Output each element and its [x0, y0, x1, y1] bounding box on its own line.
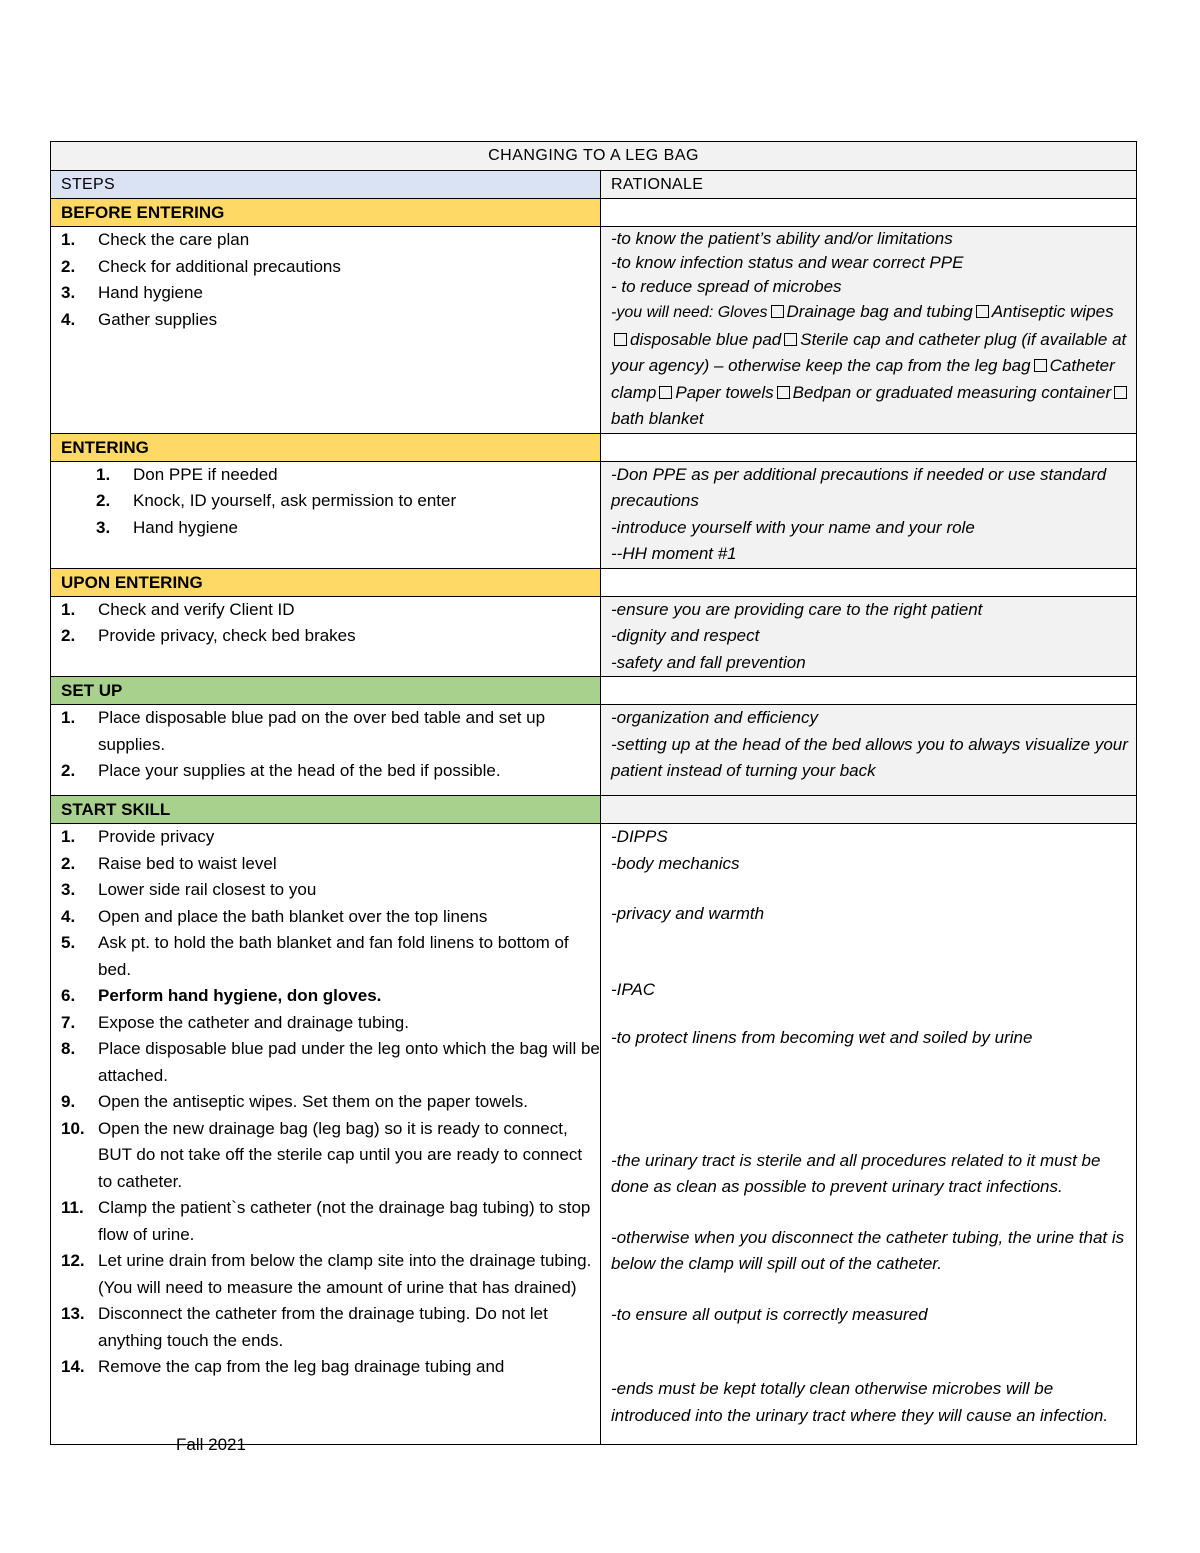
step-item: 2. Knock, ID yourself, ask permission to enter [96, 491, 457, 510]
section-header-blank [601, 796, 1137, 824]
step-item: 2. Provide privacy, check bed brakes [61, 626, 356, 645]
step-item: 1. Check and verify Client ID [61, 599, 295, 619]
checkbox-icon [1114, 386, 1127, 399]
footer-date: Fall 2021 [176, 1435, 246, 1454]
step-item: 2. Place your supplies at the head of the bed if possible. [61, 761, 501, 780]
rationale-line: -the urinary tract is sterile and all procedures related to it must be done as clean as possible to prevent urinary tract infections. [611, 1150, 1101, 1196]
rationale-line: -body mechanics [611, 853, 740, 873]
supplies-list: -you will need: Gloves Drainage bag and tubing Antiseptic wipes disposable blue pad Sterile cap and catheter plug (if available at your agency) – otherwise keep the cap from the leg bag Catheter clamp Paper towels Bedpan or graduated measuring containerbath blanket [611, 302, 1127, 428]
step-item: 6. Perform hand hygiene, don gloves. [61, 986, 382, 1005]
rationale-line: -ends must be kept totally clean otherwise microbes will be introduced into the urinary tract where they will cause an infection. [611, 1379, 1109, 1425]
section-header-set-up: SET UP [51, 677, 601, 705]
rationale-set-up [601, 705, 1137, 796]
step-item: 4. Open and place the bath blanket over the top linens [61, 906, 488, 926]
steps-entering [51, 461, 601, 568]
step-item: 7. Expose the catheter and drainage tubing. [61, 1012, 409, 1032]
rationale-line: -to protect linens from becoming wet and soiled by urine [611, 1028, 1033, 1047]
steps-upon-entering [51, 596, 601, 677]
step-item: 10. Open the new drainage bag (leg bag) so it is ready to connect, BUT do not take off the sterile cap until you are ready to connect to catheter. [61, 1118, 583, 1191]
rationale-line: -to ensure all output is correctly measured [611, 1304, 928, 1324]
rationale-line: -DIPPS [611, 827, 668, 846]
checkbox-icon [659, 386, 672, 399]
step-item: 1. Provide privacy [61, 827, 215, 846]
step-item: 1. Check the care plan [61, 230, 250, 249]
section-header-upon-entering: UPON ENTERING [51, 568, 601, 596]
step-item: 14. Remove the cap from the leg bag drainage tubing and [61, 1357, 505, 1376]
section-header-blank [601, 568, 1137, 596]
rationale-line: -otherwise when you disconnect the catheter tubing, the urine that is below the clamp will spill out of the catheter. [611, 1227, 1125, 1273]
step-item: 1. Place disposable blue pad on the over bed table and set up supplies. [61, 708, 546, 754]
rationale-start-skill [601, 824, 1137, 1445]
checkbox-icon [976, 305, 989, 318]
step-item: 3. Hand hygiene [61, 283, 203, 302]
rationale-before-entering [601, 227, 1137, 434]
rationale-line: - to reduce spread of microbes [611, 277, 842, 296]
step-item: 8. Place disposable blue pad under the leg onto which the bag will be attached. [61, 1039, 600, 1085]
step-item: 1. Don PPE if needed [96, 464, 278, 484]
step-item: 4. Gather supplies [61, 309, 218, 329]
rationale-column-header: RATIONALE [601, 171, 1137, 199]
table-title: CHANGING TO A LEG BAG [51, 142, 1137, 171]
step-item: 5. Ask pt. to hold the bath blanket and fan fold linens to bottom of bed. [61, 933, 569, 979]
rationale-entering [601, 461, 1137, 568]
rationale-line: -Don PPE as per additional precautions if needed or use standard precautions [611, 464, 1107, 510]
step-item: 3. Hand hygiene [96, 517, 238, 537]
step-item: 2. Check for additional precautions [61, 256, 341, 276]
checkbox-icon [771, 305, 784, 318]
section-header-start-skill: START SKILL [51, 796, 601, 824]
section-header-blank [601, 433, 1137, 461]
rationale-line: -privacy and warmth [611, 904, 765, 923]
checkbox-icon [777, 386, 790, 399]
section-header-entering: ENTERING [51, 433, 601, 461]
section-header-blank [601, 677, 1137, 705]
section-header-before-entering: BEFORE ENTERING [51, 199, 601, 227]
rationale-line: -organization and efficiency [611, 708, 818, 727]
step-item: 3. Lower side rail closest to you [61, 880, 317, 899]
step-item: 9. Open the antiseptic wipes. Set them on the paper towels. [61, 1092, 528, 1111]
steps-start-skill [51, 824, 601, 1445]
rationale-line: -dignity and respect [611, 626, 760, 645]
rationale-line: --HH moment #1 [611, 544, 737, 563]
procedure-table [50, 141, 1137, 1445]
checkbox-icon [1034, 359, 1047, 372]
checkbox-icon [614, 333, 627, 346]
rationale-line: -IPAC [611, 979, 656, 999]
checkbox-icon [784, 333, 797, 346]
step-item: 2. Raise bed to waist level [61, 853, 277, 873]
steps-before-entering [51, 227, 601, 434]
rationale-line: -ensure you are providing care to the right patient [611, 599, 983, 619]
rationale-upon-entering [601, 596, 1137, 677]
step-item: 12. Let urine drain from below the clamp site into the drainage tubing. (You will need to measure the amount of urine that has drained) [61, 1251, 592, 1297]
steps-set-up [51, 705, 601, 796]
rationale-line: -safety and fall prevention [611, 652, 806, 672]
steps-column-header: STEPS [51, 171, 601, 199]
rationale-line: -to know infection status and wear correct PPE [611, 253, 964, 272]
rationale-line: -setting up at the head of the bed allows you to always visualize your patient instead of turning your back [611, 734, 1128, 780]
rationale-line: -to know the patient’s ability and/or limitations [611, 229, 953, 248]
section-header-blank [601, 199, 1137, 227]
step-item: 11. Clamp the patient`s catheter (not the drainage bag tubing) to stop flow of urine. [61, 1198, 591, 1244]
step-item: 13. Disconnect the catheter from the drainage tubing. Do not let anything touch the ends. [61, 1304, 548, 1350]
rationale-line: -introduce yourself with your name and your role [611, 517, 975, 537]
